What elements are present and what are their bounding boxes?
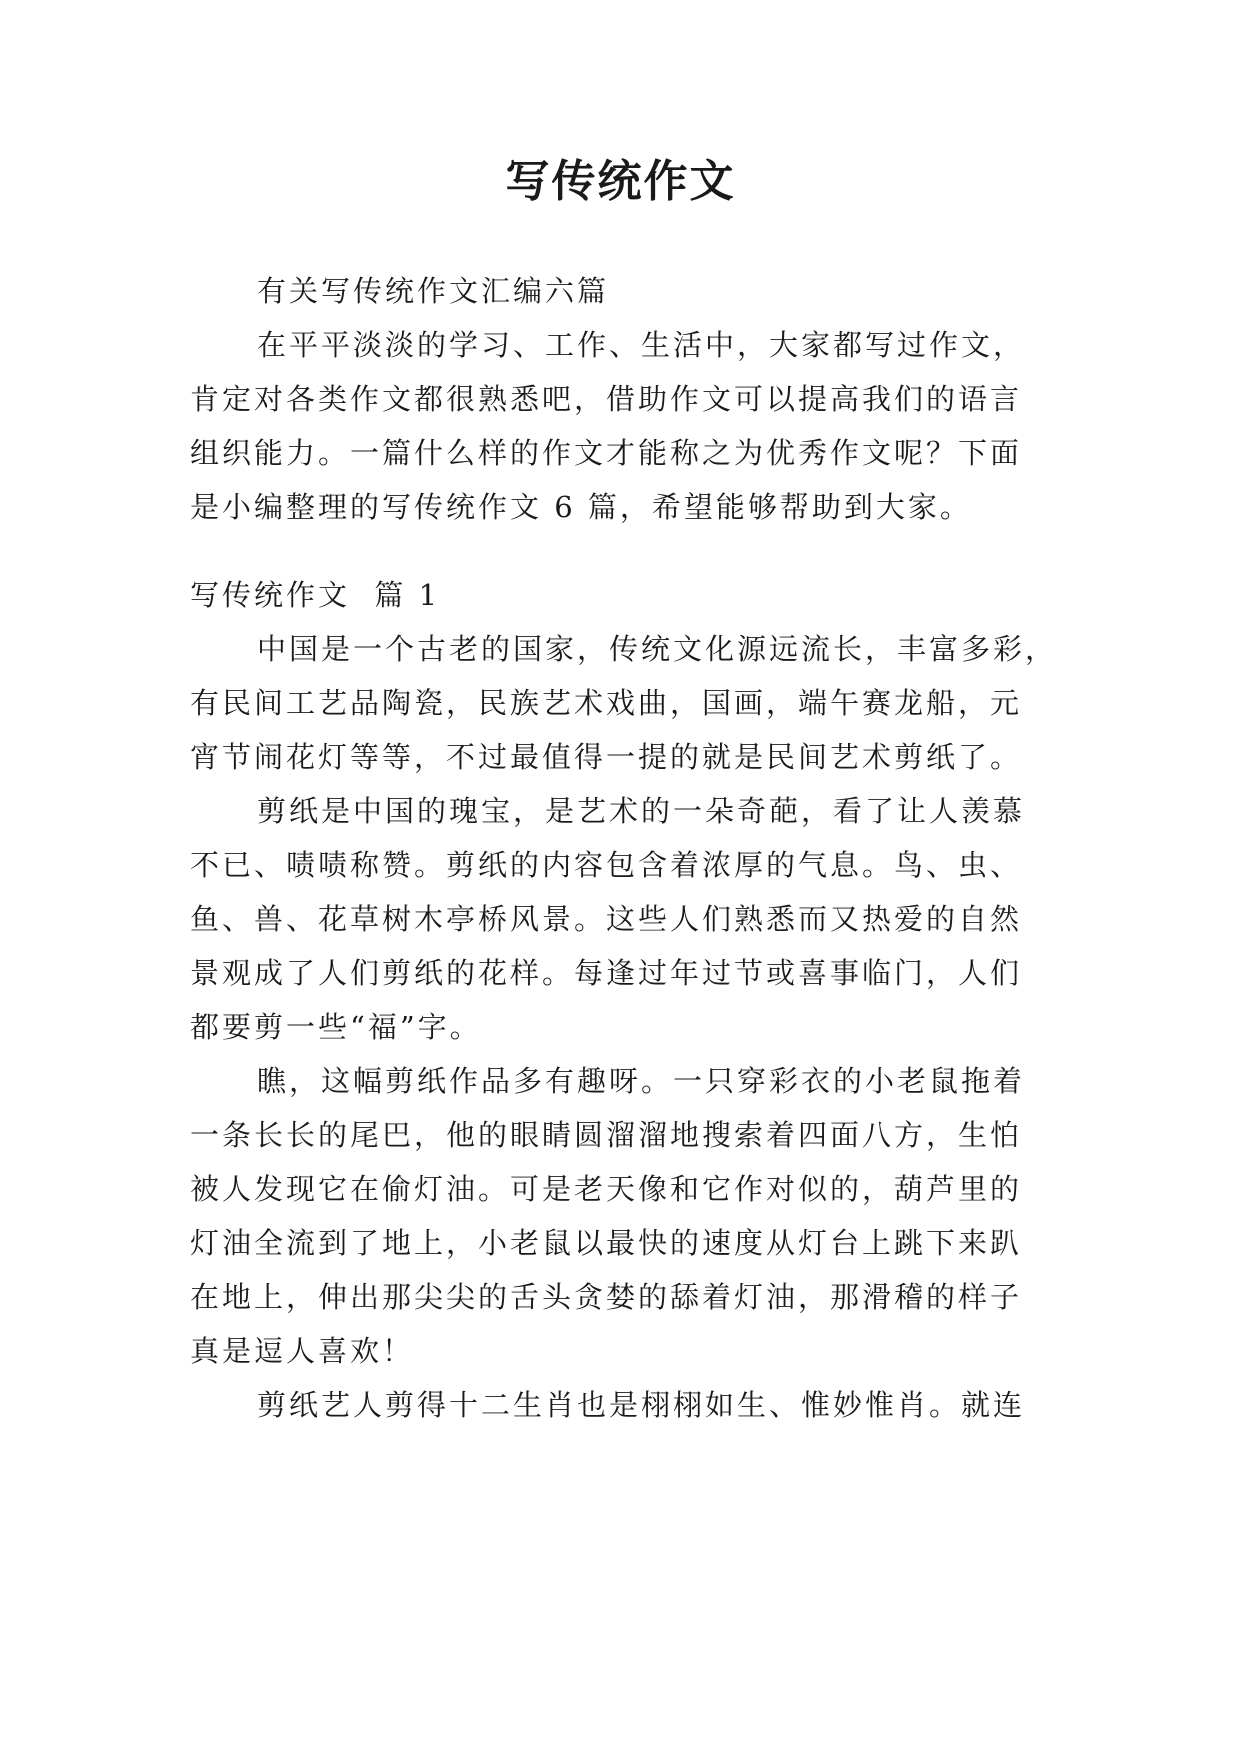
paragraph-line: 都要剪一些“福”字。 [190,1010,482,1044]
paragraph-line: 灯油全流到了地上，小老鼠以最快的速度从灯台上跳下来趴 [190,1226,1023,1260]
intro-line: 组织能力。一篇什么样的作文才能称之为优秀作文呢？下面 [190,436,1023,470]
article-block [190,568,1070,1432]
paragraph-line: 剪纸艺人剪得十二生肖也是栩栩如生、惟妙惟肖。就连 [257,1388,1026,1422]
paragraph-line: 剪纸是中国的瑰宝，是艺术的一朵奇葩，看了让人羡慕 [257,794,1026,828]
paragraph-line: 不已、啧啧称赞。剪纸的内容包含着浓厚的气息。鸟、虫、 [190,848,1023,882]
paragraph-line: 宵节闹花灯等等，不过最值得一提的就是民间艺术剪纸了。 [190,740,1023,774]
paragraph-line: 有民间工艺品陶瓷，民族艺术戏曲，国画，端午赛龙船，元 [190,686,1023,720]
section-heading: 写传统作文 篇 1 [190,578,441,612]
paragraph-line: 在地上，伸出那尖尖的舌头贪婪的舔着灯油，那滑稽的样子 [190,1280,1023,1314]
paragraph-line: 中国是一个古老的国家，传统文化源远流长，丰富多彩， [257,632,1058,666]
paragraph-line: 瞧，这幅剪纸作品多有趣呀。一只穿彩衣的小老鼠拖着 [257,1064,1026,1098]
intro-line: 在平平淡淡的学习、工作、生活中，大家都写过作文， [257,328,1026,362]
paragraph-line: 真是逗人喜欢！ [190,1334,415,1368]
intro-block [190,264,1070,534]
paragraph-line: 被人发现它在偷灯油。可是老天像和它作对似的，葫芦里的 [190,1172,1023,1206]
intro-line: 肯定对各类作文都很熟悉吧，借助作文可以提高我们的语言 [190,382,1023,416]
document-title: 写传统作文 [505,156,736,207]
intro-line: 是小编整理的写传统作文 6 篇，希望能够帮助到大家。 [190,490,972,524]
paragraph-line: 景观成了人们剪纸的花样。每逢过年过节或喜事临门，人们 [190,956,1023,990]
paragraph-line: 鱼、兽、花草树木亭桥风景。这些人们熟悉而又热爱的自然 [190,902,1023,936]
paragraph-line: 一条长长的尾巴，他的眼睛圆溜溜地搜索着四面八方，生怕 [190,1118,1023,1152]
document-subtitle: 有关写传统作文汇编六篇 [257,274,610,308]
